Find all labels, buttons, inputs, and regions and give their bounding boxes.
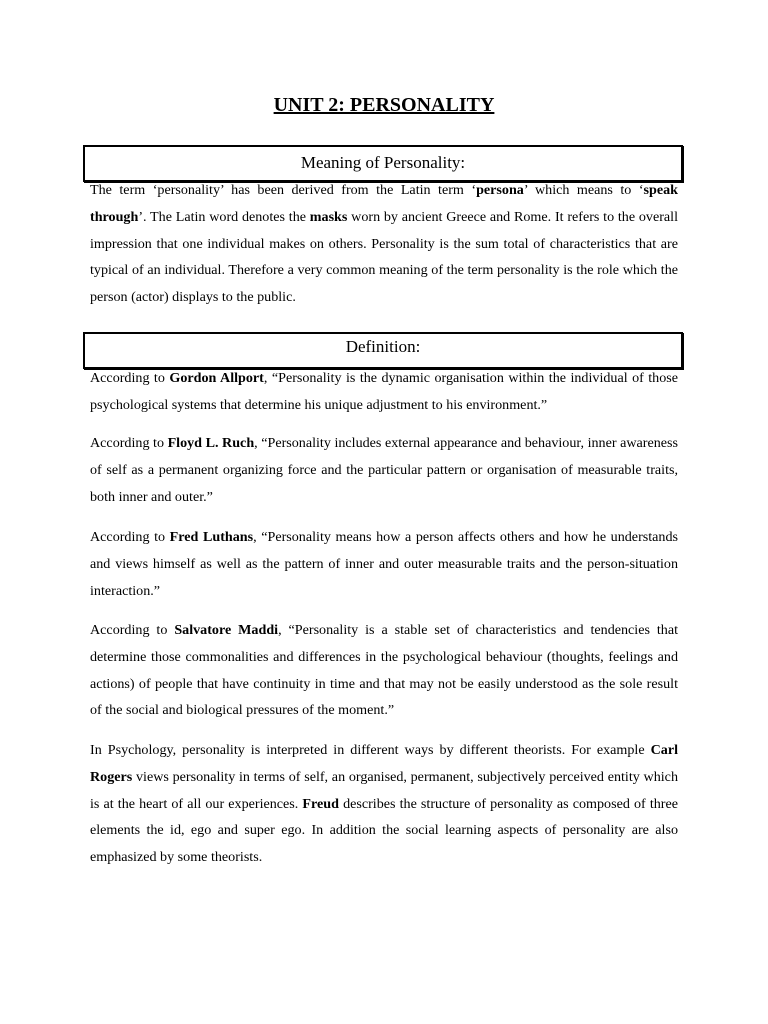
definition-ruch: According to Floyd L. Ruch, “Personality includes external appearance and behaviour, inner awareness of self as a permanent organizing force and the particular pattern or organisation of measurable traits, both inner and outer.” (90, 435, 678, 505)
theorist-carl-rogers: Carl Rogers (90, 742, 678, 785)
author-name: Gordon Allport (169, 370, 264, 386)
meaning-paragraph: The term ‘personality’ has been derived from the Latin term ‘persona’ which means to ‘speak through’. The Latin word denotes the masks worn by ancient Greece and Rome. It refers to the overall impression that one individual makes on others. Personality is the sum total of characteristics that are typical of an individual. Therefore a very common meaning of the term personality is the role which the person (actor) displays to the public. (90, 182, 679, 306)
author-name: Floyd L. Ruch (167, 435, 255, 451)
definition-maddi: According to Salvatore Maddi, “Personality is a stable set of characteristics and tendencies that determine those commonalities and differences in the psychological behaviour (thoughts, feelings and actions) of people that have continuity in time and that may not be easily understood as the sole result of the social and biological pressures of the moment.” (90, 622, 679, 719)
psychology-paragraph: In Psychology, personality is interpreted in different ways by different theorists. For example Carl Rogers views personality in terms of self, an organised, permanent, subjectively perceived entity which is at the heart of all our experiences. Freud describes the structure of personality as composed of three elements the id, ego and super ego. In addition the social learning aspects of personality are also emphasized by some theorists. (90, 742, 678, 866)
definition-allport: According to Gordon Allport, “Personality is the dynamic organisation within the individual of those psychological systems that determine his unique adjustment to his environment.” (90, 370, 679, 413)
theorist-freud: Freud (302, 795, 339, 812)
term-speak-through: speak through (90, 182, 678, 225)
term-masks: masks (309, 208, 348, 225)
term-persona: persona (476, 182, 524, 198)
section-heading-definition: Definition: (83, 332, 683, 369)
author-name: Salvatore Maddi (174, 622, 279, 638)
page-title: UNIT 2: PERSONALITY (273, 94, 495, 116)
definition-luthans: According to Fred Luthans, “Personality means how a person affects others and how he understands and views himself as well as the pattern of inner and outer measurable traits and the person-situation interaction.” (90, 529, 678, 599)
author-name: Fred Luthans (169, 529, 254, 545)
section-heading-meaning: Meaning of Personality: (83, 145, 683, 182)
